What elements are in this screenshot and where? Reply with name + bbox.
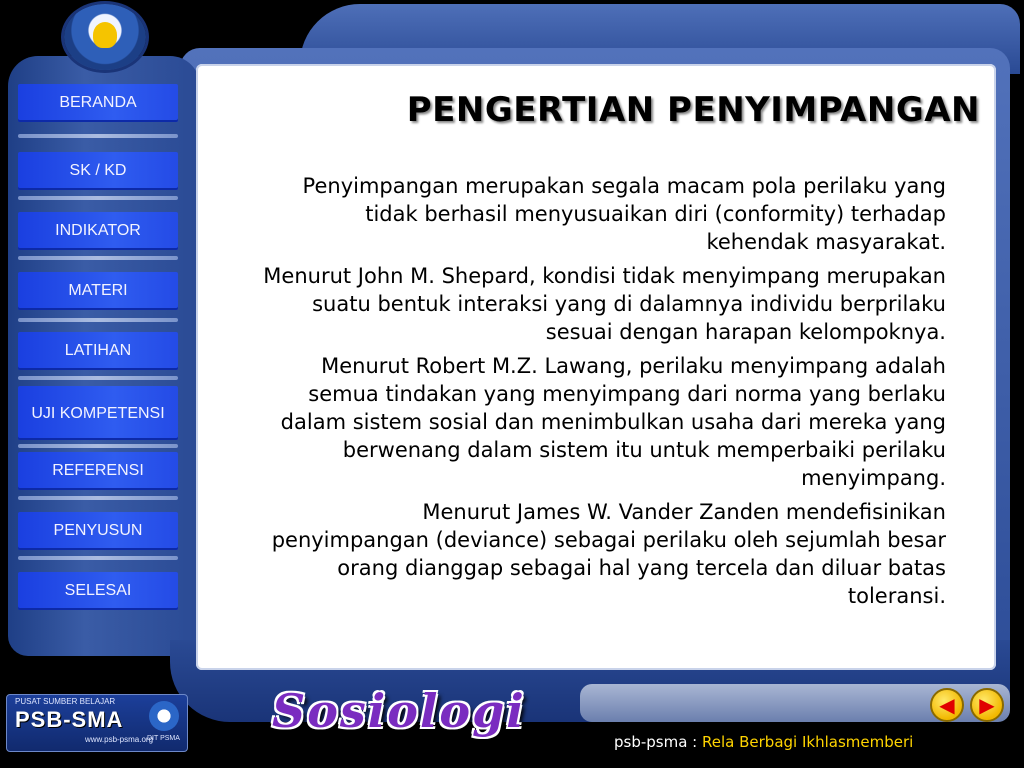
sidebar-item-uji-kompetensi[interactable] bbox=[18, 386, 178, 440]
menu-divider bbox=[18, 376, 178, 380]
paragraph-shepard: Menurut John M. Shepard, kondisi tidak menyimpang merupakan suatu bentuk interaksi yang di dalamnya individu berprilaku sesuai dengan harapan kelompoknya. bbox=[263, 264, 946, 344]
paragraph-lawang: Menurut Robert M.Z. Lawang, perilaku menyimpang adalah semua tindakan yang menyimpang dari norma yang berlaku dalam sistem sosial dan menimbulkan usaha dari mereka yang berwenang dalam sistem itu untuk memperbaiki perilaku menyimpang. bbox=[280, 354, 946, 490]
arrow-right-icon: ▶ bbox=[979, 693, 995, 717]
sidebar-item-label: REFERENSI bbox=[52, 462, 144, 479]
menu-divider bbox=[18, 444, 178, 448]
sidebar-item-latihan[interactable] bbox=[18, 332, 178, 370]
content-text bbox=[260, 172, 946, 616]
sidebar-item-label: SK / KD bbox=[69, 162, 127, 179]
sidebar-item-sk-kd[interactable] bbox=[18, 152, 178, 190]
sidebar-item-label: UJI KOMPETENSI bbox=[31, 404, 165, 422]
sidebar-item-referensi[interactable] bbox=[18, 452, 178, 490]
sidebar-item-label: SELESAI bbox=[64, 582, 132, 599]
footer-tagline bbox=[614, 733, 913, 751]
tut-wuri-handayani-emblem-icon bbox=[64, 4, 146, 70]
sidebar-item-penyusun[interactable] bbox=[18, 512, 178, 550]
tagline-prefix: psb-psma : bbox=[614, 733, 703, 751]
menu-divider bbox=[18, 256, 178, 260]
next-slide-button[interactable] bbox=[970, 688, 1004, 722]
sidebar-item-selesai[interactable] bbox=[18, 572, 178, 610]
sidebar-item-indikator[interactable] bbox=[18, 212, 178, 250]
page-title: PENGERTIAN PENYIMPANGAN bbox=[406, 90, 980, 130]
sidebar-item-label: PENYUSUN bbox=[53, 522, 143, 539]
dit-psma-badge-icon bbox=[149, 701, 179, 731]
menu-divider bbox=[18, 318, 178, 322]
menu-divider bbox=[18, 556, 178, 560]
arrow-left-icon: ◀ bbox=[939, 693, 955, 717]
sidebar-item-label: MATERI bbox=[68, 282, 128, 299]
menu-divider bbox=[18, 134, 178, 138]
tagline-motto: Rela Berbagi Ikhlasmemberi bbox=[702, 733, 914, 751]
psb-logo-main-text: PSB-SMA bbox=[15, 707, 124, 732]
sidebar-item-beranda[interactable] bbox=[18, 84, 178, 122]
sidebar-item-label: BERANDA bbox=[59, 94, 137, 111]
menu-divider bbox=[18, 196, 178, 200]
brand-sosiologi: Sosiologi bbox=[272, 684, 526, 738]
psb-badge-label: DIT PSMA bbox=[147, 735, 180, 742]
menu-divider bbox=[18, 496, 178, 500]
paragraph-vander-zanden: Menurut James W. Vander Zanden mendefisinikan penyimpangan (deviance) sebagai perilaku oleh sejumlah besar orang dianggap sebagai hal yang tercela dan diluar batas toleransi. bbox=[271, 500, 946, 608]
sidebar-item-label: INDIKATOR bbox=[55, 222, 141, 239]
psb-logo-url: www.psb-psma.org bbox=[85, 735, 154, 744]
sidebar-item-materi[interactable] bbox=[18, 272, 178, 310]
emblem-flame-icon bbox=[93, 22, 117, 48]
psb-sma-logo[interactable] bbox=[6, 694, 188, 752]
sidebar-item-label: LATIHAN bbox=[64, 342, 132, 359]
prev-slide-button[interactable] bbox=[930, 688, 964, 722]
paragraph-definition: Penyimpangan merupakan segala macam pola perilaku yang tidak berhasil menyusuaikan diri (conformity) terhadap kehendak masyarakat. bbox=[302, 174, 946, 254]
psb-logo-top-text: PUSAT SUMBER BELAJAR bbox=[15, 697, 116, 706]
